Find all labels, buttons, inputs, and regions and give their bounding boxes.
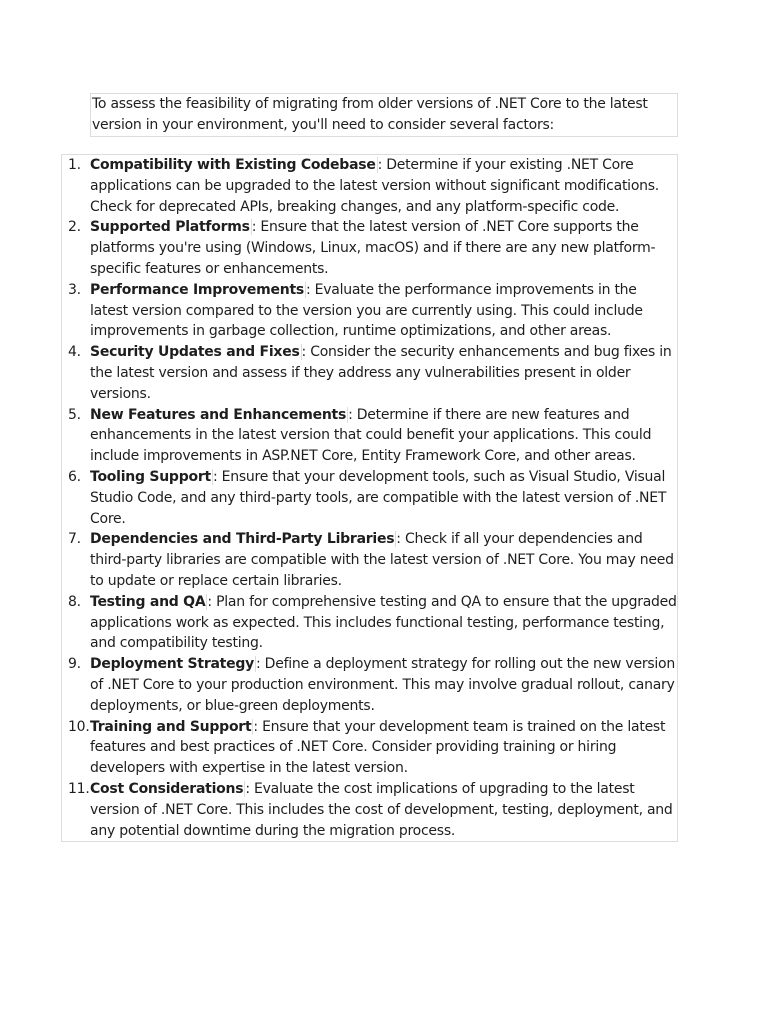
item-title: New Features and Enhancements — [90, 406, 347, 423]
list-item — [68, 592, 677, 654]
factor-list — [61, 154, 678, 842]
item-title: Deployment Strategy — [90, 656, 255, 673]
list-item — [68, 779, 677, 841]
item-number: 6. — [68, 468, 81, 485]
item-number: 8. — [68, 593, 81, 610]
item-number: 9. — [68, 656, 81, 673]
list-item — [68, 280, 677, 342]
item-title: Performance Improvements — [90, 281, 304, 298]
item-title: Security Updates and Fixes — [90, 344, 300, 361]
item-text: : Ensure that the latest version of .NET Core supports the platforms you're using (Windows, Linux, macOS) and if there are any new platform-specific features or enhancements. — [90, 219, 656, 277]
item-text: : Check if all your dependencies and third-party libraries are compatible with the latest version of .NET Core. You may need to update or replace certain libraries. — [90, 531, 674, 589]
item-number: 1. — [68, 157, 81, 173]
list-item — [68, 717, 677, 779]
item-number: 3. — [68, 281, 81, 298]
item-title: Dependencies and Third-Party Libraries — [90, 531, 395, 548]
list-item — [68, 405, 677, 467]
item-text: : Plan for comprehensive testing and QA to ensure that the upgraded applications work as expected. This includes functional testing, performance testing, and compatibility testing. — [90, 593, 677, 652]
item-number: 10. — [68, 718, 90, 735]
item-text: : Determine if there are new features and enhancements in the latest version that could benefit your applications. This could include improvements in ASP.NET Core, Entity Framework Core, and other areas. — [90, 406, 652, 465]
item-text: : Evaluate the cost implications of upgrading to the latest version of .NET Core. This includes the cost of development, testing, deployment, and any potential downtime during the migration process. — [90, 780, 673, 839]
intro-paragraph: To assess the feasibility of migrating from older versions of .NET Core to the latest version in your environment, you'll need to consider several factors: — [90, 93, 678, 137]
list-item — [68, 529, 677, 591]
item-title: Cost Considerations — [90, 780, 244, 797]
item-text: : Define a deployment strategy for rolling out the new version of .NET Core to your production environment. This may involve gradual rollout, canary deployments, or blue-green deployments. — [90, 656, 675, 714]
item-title: Testing and QA — [90, 593, 206, 610]
item-number: 11. — [68, 780, 90, 797]
list-item — [68, 654, 677, 716]
item-title: Compatibility with Existing Codebase — [90, 157, 376, 173]
list-item — [68, 467, 677, 529]
item-number: 2. — [68, 219, 81, 236]
list-item — [68, 155, 677, 217]
list-item — [68, 217, 677, 279]
item-title: Training and Support — [90, 718, 252, 735]
item-text: : Determine if your existing .NET Core applications can be upgraded to the latest version without significant modifications. Check for deprecated APIs, breaking changes, and any platform-specific code. — [90, 157, 660, 215]
item-number: 7. — [68, 531, 81, 548]
item-text: : Evaluate the performance improvements in the latest version compared to the version you are currently using. This could include improvements in garbage collection, runtime optimizations, and other areas. — [90, 281, 643, 340]
item-text: : Ensure that your development team is trained on the latest features and best practices of .NET Core. Consider providing training or hiring developers with expertise in the latest version. — [90, 718, 666, 777]
item-text: : Consider the security enhancements and bug fixes in the latest version and assess if they address any vulnerabilities present in older versions. — [90, 344, 672, 402]
item-text: : Ensure that your development tools, such as Visual Studio, Visual Studio Code, and any third-party tools, are compatible with the latest version of .NET Core. — [90, 468, 667, 527]
item-number: 4. — [68, 344, 81, 361]
item-title: Tooling Support — [90, 468, 211, 485]
item-title: Supported Platforms — [90, 219, 250, 236]
list-item — [68, 342, 677, 404]
item-number: 5. — [68, 406, 81, 423]
